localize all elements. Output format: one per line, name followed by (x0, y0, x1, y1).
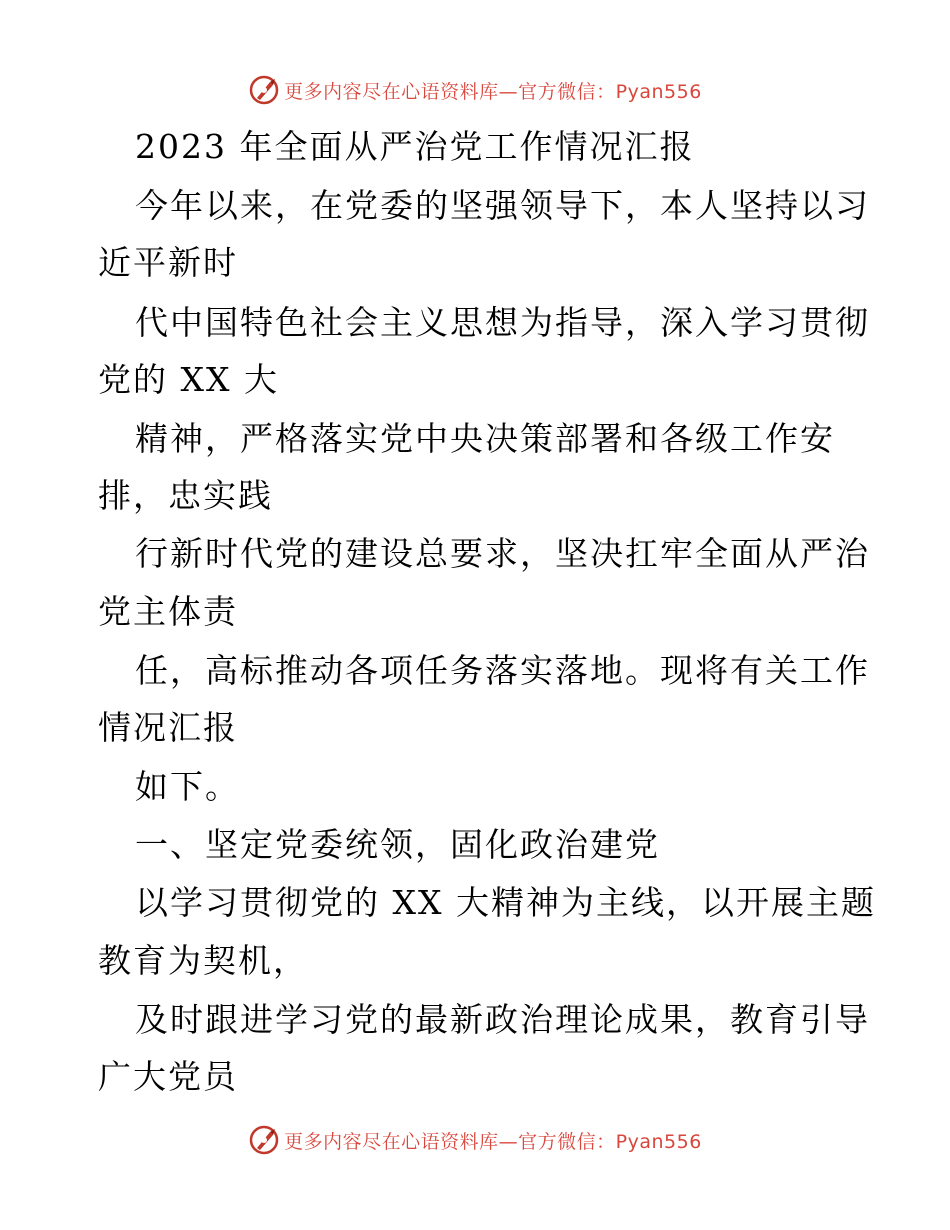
paragraph-line: 排，忠实践 (98, 476, 273, 515)
paragraph-line: 及时跟进学习党的最新政治理论成果，教育引导 (135, 1000, 870, 1039)
section-heading: 一、坚定党委统领，固化政治建党 (135, 825, 660, 864)
paragraph-line: 精神，严格落实党中央决策部署和各级工作安 (135, 419, 835, 458)
quill-pen-logo-icon (248, 1124, 280, 1156)
paragraph-line: 近平新时 (98, 243, 238, 282)
paragraph-line: 行新时代党的建设总要求，坚决扛牢全面从严治 (135, 534, 870, 573)
paragraph-line: 党的 XX 大 (98, 360, 279, 399)
watermark-banner-top (0, 70, 950, 110)
paragraph-line: 任，高标推动各项任务落实落地。现将有关工作 (135, 651, 870, 690)
paragraph-line: 以学习贯彻党的 XX 大精神为主线，以开展主题 (135, 883, 876, 922)
paragraph-line: 今年以来，在党委的坚强领导下，本人坚持以习 (135, 186, 870, 225)
paragraph-line: 代中国特色社会主义思想为指导，深入学习贯彻 (135, 303, 870, 342)
paragraph-line: 党主体责 (98, 592, 238, 631)
paragraph-line: 如下。 (135, 767, 240, 806)
document-title: 2023 年全面从严治党工作情况汇报 (135, 127, 695, 166)
paragraph-line: 情况汇报 (98, 708, 238, 747)
paragraph-line: 教育为契机， (98, 941, 308, 980)
watermark-banner-bottom (0, 1120, 950, 1160)
paragraph-line: 广大党员 (98, 1057, 238, 1096)
watermark-text: 更多内容尽在心语资料库—官方微信：Pyan556 (284, 1130, 702, 1153)
quill-pen-logo-icon (248, 74, 280, 106)
watermark-text: 更多内容尽在心语资料库—官方微信：Pyan556 (284, 80, 702, 103)
